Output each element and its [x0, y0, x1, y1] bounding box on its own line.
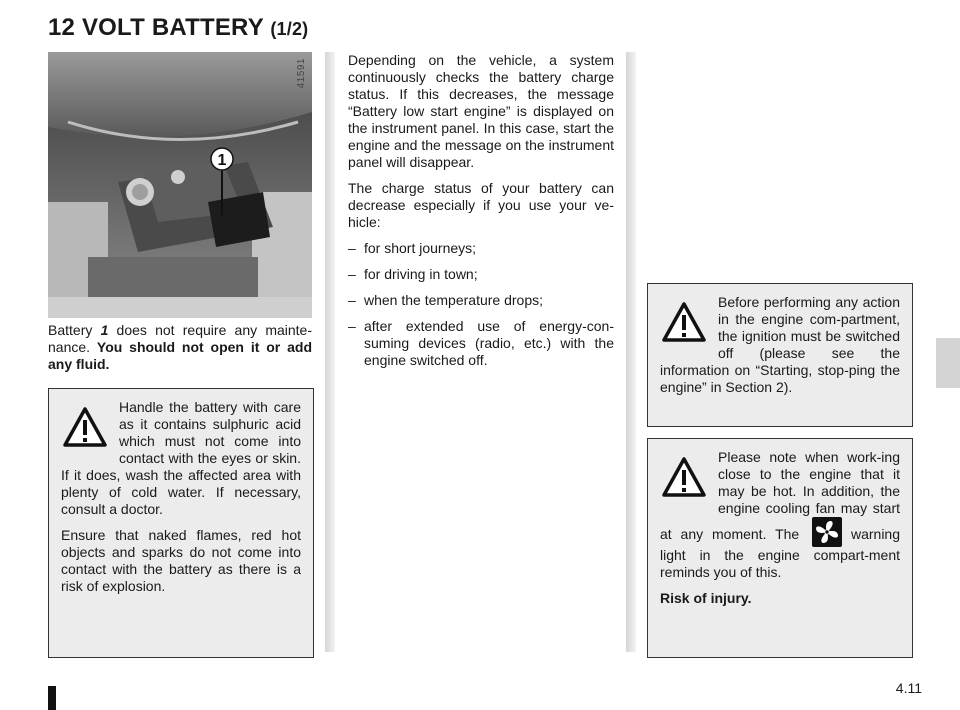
photo-reference-number: 41591	[296, 58, 307, 89]
title-page-part: (1/2)	[270, 19, 309, 39]
warning-box-hot-engine	[647, 438, 913, 658]
warning-box-battery	[48, 388, 314, 658]
section-tab-marker	[936, 338, 960, 388]
corner-mark	[48, 686, 56, 710]
warning-left-paragraph-1: Handle the battery with care as it contains sulphuric acid which must not come into contact with the eyes or skin. If it does, wash the affected area with plenty of cold water. If necessary, consult a doctor.	[61, 399, 301, 517]
main-paragraph-2: The charge status of your battery can decrease especially if you use your ve-hicle:	[348, 180, 614, 230]
list-item: – when the temperature drops;	[348, 292, 614, 309]
callout-number: 1	[217, 152, 227, 169]
caption-prefix: Battery	[48, 322, 101, 338]
main-paragraph-1: Depending on the vehicle, a system continuously checks the battery charge status. If this decreases, the message “Battery low start engine” is displayed on the instrument panel. In this case, start the engine and the message on the instrument panel will disappear.	[348, 52, 614, 170]
warning-left-paragraph-2: Ensure that naked flames, red hot objects and sparks do not come into contact with the battery as there is a risk of explosion.	[61, 527, 301, 594]
main-text-column	[348, 52, 614, 369]
list-item: – after extended use of energy-con-suming devices (radio, etc.) with the engine switched off.	[348, 318, 614, 369]
page-title	[48, 14, 308, 42]
caption-bold: You should not open it or add any fluid.	[48, 339, 312, 372]
engine-compartment-photo	[48, 52, 312, 318]
column-divider	[325, 52, 335, 652]
battery-caption	[48, 322, 312, 373]
warning-hot-text-before: Please note when work-ing close to the engine that it may be hot. In addition, the engine cooling fan may start at any moment. The	[660, 449, 900, 542]
warning-ignition-text: Before performing any action in the engine com-partment, the ignition must be switched off (please see the information on “Starting, stop-ping the engine” in Section 2).	[660, 294, 900, 395]
cooling-fan-icon	[812, 517, 842, 547]
warning-triangle-icon	[63, 407, 107, 447]
list-item: – for driving in town;	[348, 266, 614, 283]
page-number: 4.11	[895, 680, 922, 696]
warning-hot-text-after: warning light in the engine compart-ment reminds you of this.	[660, 526, 900, 580]
warning-triangle-icon	[662, 457, 706, 497]
caption-middle: does not require any mainte-nance.	[48, 322, 312, 355]
engine-photo-illustration	[48, 52, 312, 318]
warning-triangle-icon	[662, 302, 706, 342]
column-divider	[626, 52, 636, 652]
warning-hot-bold: Risk of injury.	[660, 590, 752, 606]
caption-item-ref: 1	[100, 322, 109, 338]
conditions-list	[348, 240, 614, 369]
title-text: 12 VOLT BATTERY	[48, 14, 264, 41]
list-item: – for short journeys;	[348, 240, 614, 257]
warning-box-ignition	[647, 283, 913, 427]
